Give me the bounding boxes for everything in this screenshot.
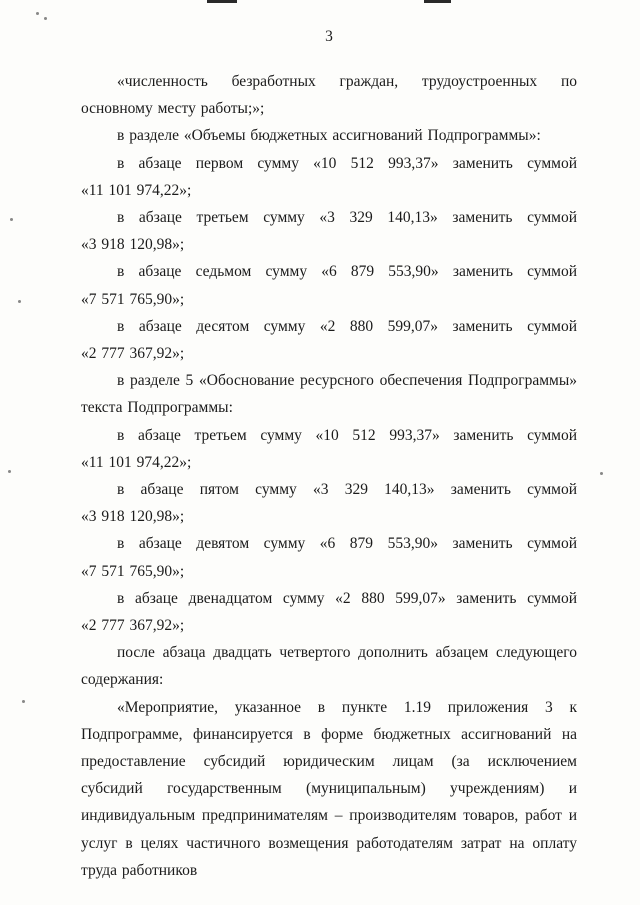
paragraph: в разделе 5 «Обоснование ресурсного обеспечения Подпрограммы» текста Подпрограммы: — [81, 372, 577, 417]
scan-artifact — [600, 472, 603, 475]
paragraph: в абзаце седьмом сумму «6 879 553,90» заменить суммой «7 571 765,90»; — [81, 263, 577, 308]
paragraph: в абзаце десятом сумму «2 880 599,07» заменить суммой «2 777 367,92»; — [81, 317, 577, 363]
paragraph: в абзаце девятом сумму «6 879 553,90» заменить суммой «7 571 765,90»; — [81, 535, 577, 580]
paragraph: после абзаца двадцать четвертого дополнить абзацем следующего содержания: — [81, 644, 577, 689]
paragraph: «Мероприятие, указанное в пункте 1.19 приложения 3 к Подпрограмме, финансируется в форме бюджетных ассигнований на предоставление субсидий юридическим лицам (за исключением субсидий государственным (муниципальным) учреждениям) и индивидуальным предпринимателям – производителям товаров, работ и услуг в целях частичного возмещения работодателям затрат на оплату труда работников — [81, 698, 577, 879]
scan-artifact — [10, 218, 13, 221]
scan-artifact — [424, 0, 451, 3]
paragraph: в абзаце третьем сумму «3 329 140,13» заменить суммой «3 918 120,98»; — [81, 209, 577, 254]
paragraph: в абзаце пятом сумму «3 329 140,13» заменить суммой «3 918 120,98»; — [81, 481, 577, 526]
scan-artifact — [36, 12, 39, 15]
page-number: 3 — [325, 28, 333, 45]
paragraph: «численность безработных граждан, трудоустроенных по основному месту работы;»; — [81, 73, 577, 118]
scan-artifact — [44, 17, 47, 20]
scan-artifact — [8, 470, 11, 473]
scan-artifact — [22, 700, 25, 703]
page-content — [81, 28, 577, 884]
paragraph: в абзаце третьем сумму «10 512 993,37» заменить суммой «11 101 974,22»; — [81, 426, 577, 471]
paragraph: в абзаце первом сумму «10 512 993,37» заменить суммой «11 101 974,22»; — [81, 154, 577, 199]
scan-artifact — [207, 0, 237, 3]
scan-artifact — [18, 300, 21, 303]
paragraph: в абзаце двенадцатом сумму «2 880 599,07» заменить суммой «2 777 367,92»; — [81, 589, 577, 635]
paragraph: в разделе «Объемы бюджетных ассигнований Подпрограммы»: — [117, 127, 541, 145]
